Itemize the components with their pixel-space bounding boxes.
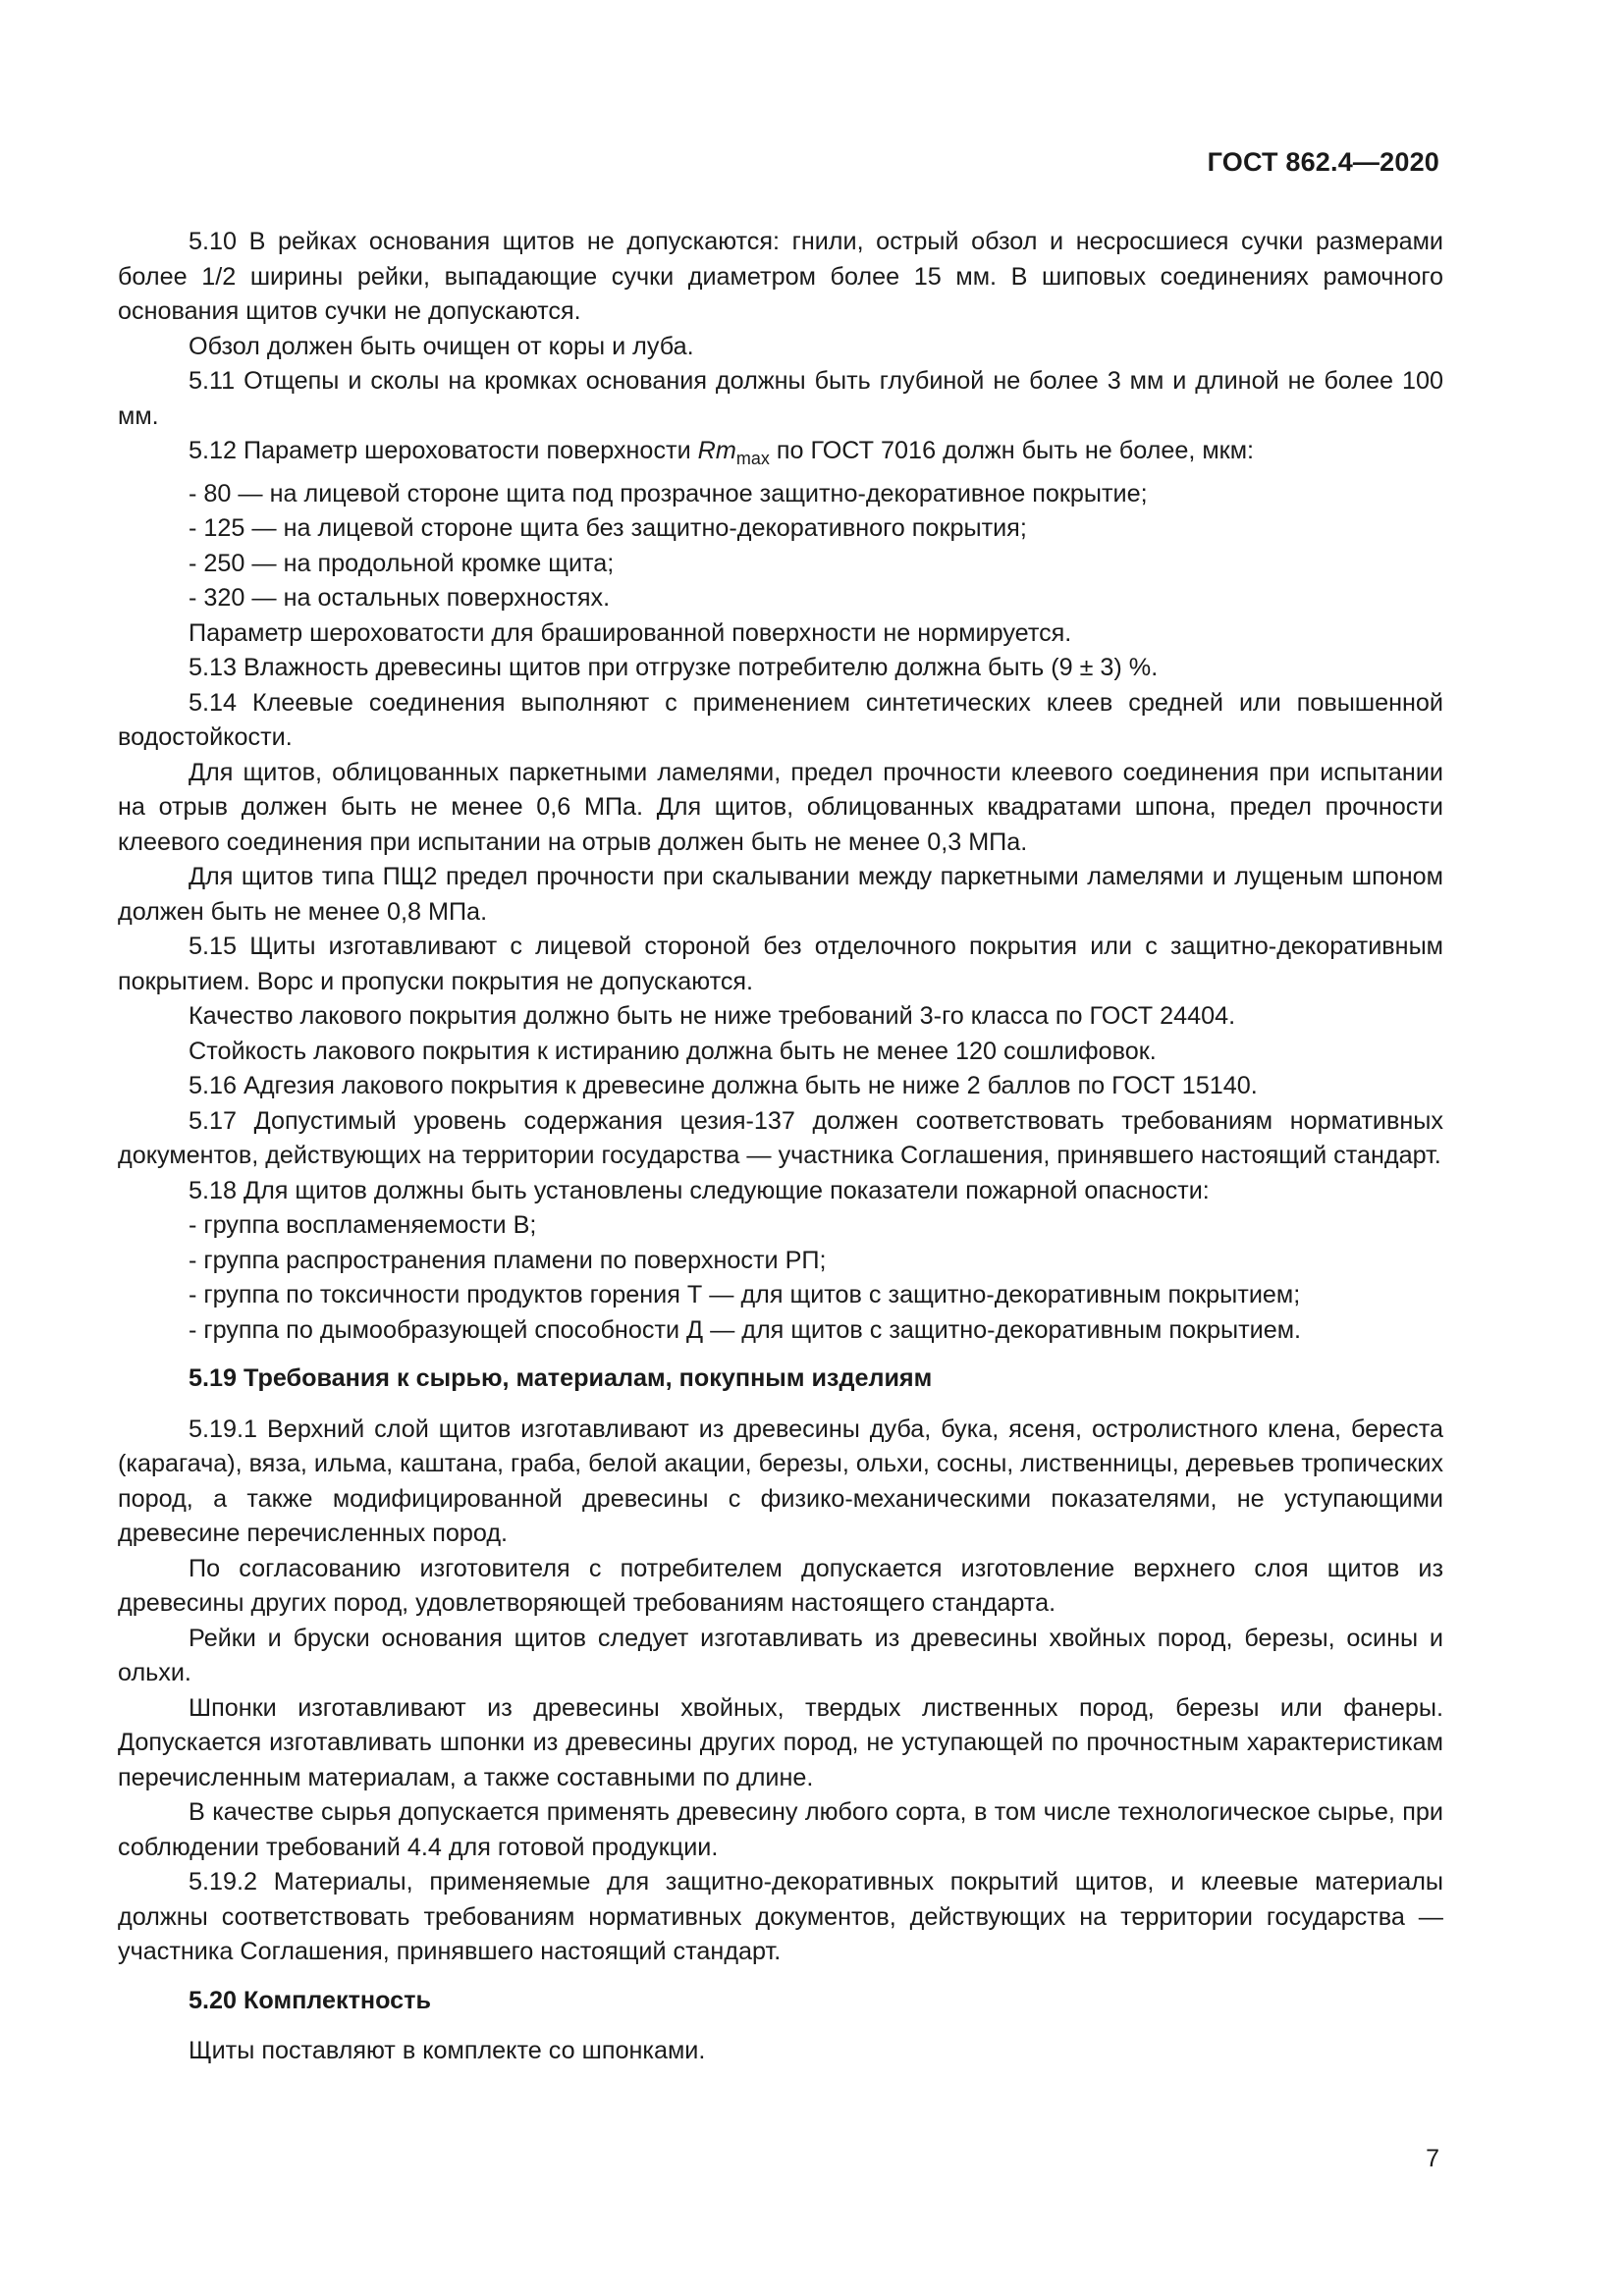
list-item: - 320 — на остальных поверхностях. [189, 584, 611, 612]
paragraph-5-12-pre: 5.12 Параметр шероховатости поверхности [189, 437, 698, 464]
paragraph-5-19-1-agreement: По согласованию изготовителя с потребителем допускается изготовление верхнего слоя щитов из древесины других пород, удовлетворяющей требованиям настоящего стандарта. [118, 1554, 1443, 1617]
paragraph-5-15-quality: Качество лакового покрытия должно быть не ниже требований 3-го класса по ГОСТ 24404. [189, 1002, 1236, 1030]
document-body [118, 225, 1443, 2069]
list-item: - группа воспламеняемости В; [189, 1211, 537, 1239]
paragraph-5-19-1-raw: В качестве сырья допускается применять древесину любого сорта, в том числе технологическое сырье, при соблюдении требований 4.4 для готовой продукции. [118, 1798, 1443, 1861]
paragraph-5-15: 5.15 Щиты изготавливают с лицевой стороной без отделочного покрытия или с защитно-декоративным покрытием. Ворс и пропуски покрытия не допускаются. [118, 933, 1443, 995]
paragraph-5-10: 5.10 В рейках основания щитов не допускаются: гнили, острый обзол и несросшиеся сучки размерами более 1/2 ширины рейки, выпадающие сучки диаметром более 15 мм. В шиповых соединениях рамочного основания щитов сучки не допускаются. [118, 228, 1443, 325]
section-heading-5-20: 5.20 Комплектность [189, 1986, 432, 2014]
page-number: 7 [1426, 2145, 1439, 2172]
paragraph-5-14-strength: Для щитов, облицованных паркетными ламелями, предел прочности клеевого соединения при испытании на отрыв должен быть не менее 0,6 МПа. Для щитов, облицованных квадратами шпона, предел прочности клеевого соединения при испытании на отрыв должен быть не менее 0,3 МПа. [118, 758, 1443, 856]
paragraph-5-15-abrasion: Стойкость лакового покрытия к истиранию должна быть не менее 120 сошлифовок. [189, 1037, 1157, 1065]
list-item: - 250 — на продольной кромке щита; [189, 549, 615, 577]
paragraph-5-19-1: 5.19.1 Верхний слой щитов изготавливают из древесины дуба, бука, ясеня, остролистного клена, береста (карагача), вяза, ильма, каштана, граба, белой акации, березы, ольхи, сосны, лиственницы, деревьев тропических пород, а также модифицированной древесины с физико-механическими показателями, не уступающими древесине перечисленных пород. [118, 1415, 1444, 1547]
section-heading-5-19: 5.19 Требования к сырью, материалам, покупным изделиям [189, 1364, 933, 1392]
list-item: - группа распространения пламени по поверхности РП; [189, 1246, 827, 1274]
paragraph-5-14: 5.14 Клеевые соединения выполняют с применением синтетических клеев средней или повышенной водостойкости. [118, 688, 1443, 751]
list-item: - группа по токсичности продуктов горения Т — для щитов с защитно-декоративным покрытием; [189, 1281, 1301, 1308]
paragraph-5-12-note: Параметр шероховатости для брашированной поверхности не нормируется. [189, 618, 1072, 647]
list-item: - 80 — на лицевой стороне щита под прозрачное защитно-декоративное покрытие; [189, 479, 1148, 507]
paragraph-5-17: 5.17 Допустимый уровень содержания цезия-137 должен соответствовать требованиям нормативных документов, действующих на территории государства — участника Соглашения, принявшего настоящий стандарт. [118, 1106, 1443, 1169]
paragraph-5-10-note: Обзол должен быть очищен от коры и луба. [189, 332, 694, 360]
paragraph-5-11: 5.11 Отщепы и сколы на кромках основания должны быть глубиной не более 3 мм и длиной не более 100 мм. [118, 367, 1443, 430]
paragraph-5-12-post: по ГОСТ 7016 должн быть не более, мкм: [769, 437, 1255, 464]
paragraph-5-14-pshch2: Для щитов типа ПЩ2 предел прочности при скалывании между паркетными ламелями и лущеным шпоном должен быть не менее 0,8 МПа. [118, 863, 1443, 926]
paragraph-5-20: Щиты поставляют в комплекте со шпонками. [189, 2037, 706, 2064]
paragraph-5-16: 5.16 Адгезия лакового покрытия к древесине должна быть не ниже 2 баллов по ГОСТ 15140. [189, 1072, 1258, 1099]
list-item: - группа по дымообразующей способности Д — для щитов с защитно-декоративным покрытием. [189, 1315, 1302, 1344]
paragraph-5-19-1-rails: Рейки и бруски основания щитов следует изготавливать из древесины хвойных пород, березы, осины и ольхи. [118, 1624, 1443, 1686]
roughness-symbol: Rm [697, 437, 736, 464]
paragraph-5-19-1-keys: Шпонки изготавливают из древесины хвойных, твердых лиственных пород, березы или фанеры. Допускается изготавливать шпонки из древесины других пород, не уступающей по прочностным характеристикам перечисленным материалам, а также составными по длине. [118, 1693, 1443, 1791]
list-item: - 125 — на лицевой стороне щита без защитно-декоративного покрытия; [189, 514, 1027, 542]
paragraph-5-18: 5.18 Для щитов должны быть установлены следующие показатели пожарной опасности: [189, 1176, 1210, 1204]
roughness-subscript: max [735, 449, 770, 468]
paragraph-5-13: 5.13 Влажность древесины щитов при отгрузке потребителю должна быть (9 ± 3) %. [189, 654, 1159, 681]
paragraph-5-12 [118, 434, 1443, 477]
document-code-header: ГОСТ 862.4—2020 [1207, 147, 1439, 177]
paragraph-5-19-2: 5.19.2 Материалы, применяемые для защитно-декоративных покрытий щитов, и клеевые материалы должны соответствовать требованиям нормативных документов, действующих на территории государства — участника Соглашения, принявшего настоящий стандарт. [118, 1868, 1443, 1965]
